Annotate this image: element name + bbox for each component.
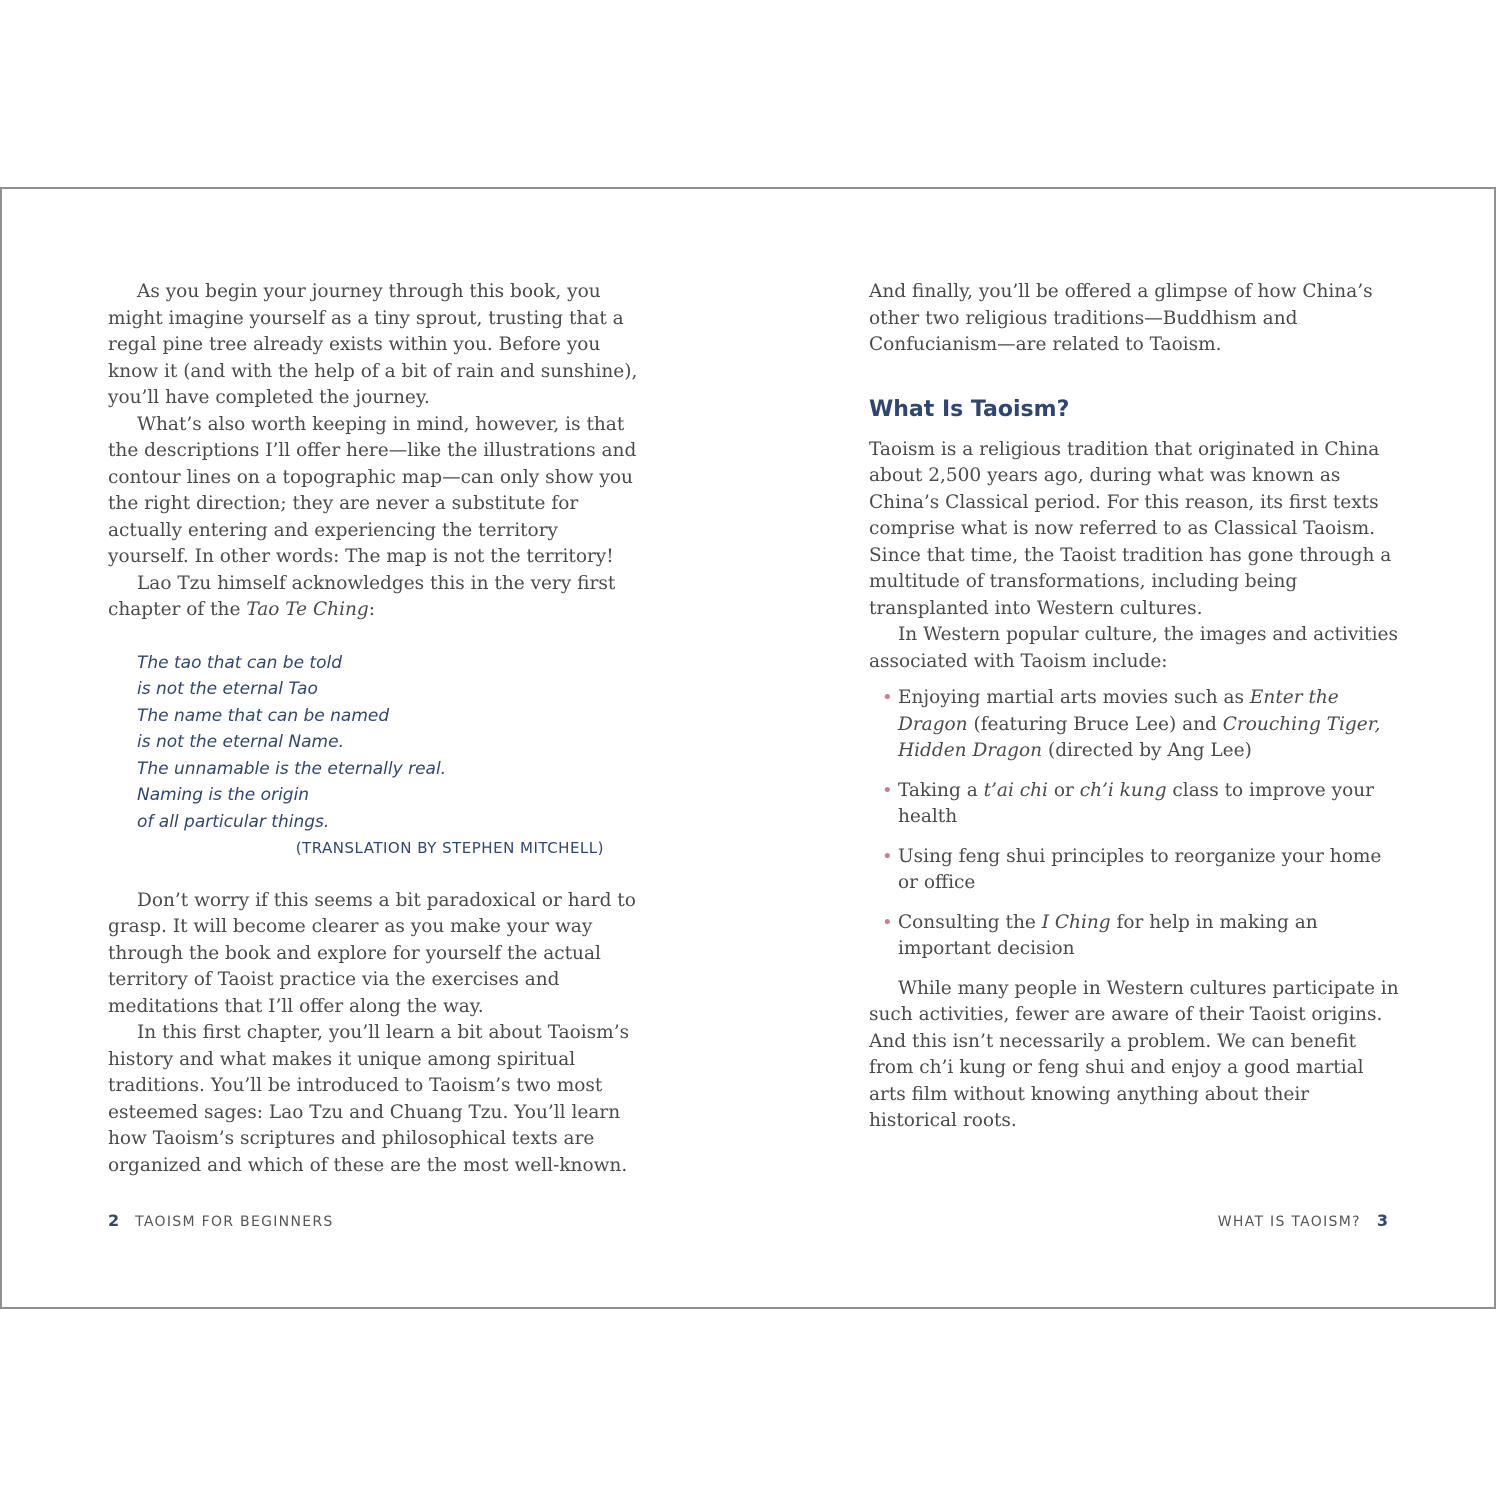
- left-page-body: [108, 279, 638, 1179]
- right-footer: [1218, 1211, 1388, 1230]
- list-item: [869, 685, 1399, 765]
- book-spread: [0, 187, 1496, 1309]
- quote-line: of all particular things.: [137, 811, 330, 832]
- practice-term: t’ai chi: [983, 779, 1048, 801]
- paragraph: Don’t worry if this seems a bit paradoxical or hard to grasp. It will become clearer as you make your way through the book and explore for yourself the actual territory of Taoist practice via the exercises and meditations that I’ll offer along the way.: [108, 889, 636, 1017]
- list-item-text: class to improve your health: [898, 779, 1374, 827]
- list-item-text: Enjoying martial arts movies such as: [898, 687, 1250, 708]
- quote-line: The name that can be named: [137, 705, 390, 726]
- practice-term: ch’i kung: [1079, 779, 1167, 801]
- quote-line: The unnamable is the eternally real.: [137, 758, 447, 779]
- running-title: TAOISM FOR BEGINNERS: [135, 1214, 334, 1230]
- left-page: [108, 189, 638, 1307]
- bullet-icon: •: [882, 779, 893, 801]
- paragraph-text: Lao Tzu himself acknowledges this in the very first chapter of the: [108, 572, 616, 620]
- paragraph: While many people in Western cultures participate in such activities, fewer are aware of their Taoist origins. And this isn’t necessarily a problem. We can benefit from ch’i kung or feng shui and enjoy a good martial arts film without knowing anything about their historical roots.: [869, 977, 1399, 1131]
- paragraph: And finally, you’ll be offered a glimpse of how China’s other two religious traditions—Buddhism and Confucianism—are related to Taoism.: [869, 281, 1373, 355]
- left-footer: [108, 1211, 334, 1230]
- list-item-text: or: [1047, 779, 1080, 801]
- block-quote: [137, 650, 638, 862]
- section-heading: What Is Taoism?: [869, 396, 1070, 422]
- right-page: [869, 189, 1399, 1307]
- quote-line: is not the eternal Tao: [137, 679, 318, 699]
- punctuation: :: [368, 599, 375, 620]
- paragraph: In Western popular culture, the images and activities associated with Taoism include:: [869, 624, 1398, 672]
- list-item-text: Taking a: [898, 779, 984, 801]
- book-title: I Ching: [1041, 911, 1111, 933]
- list-item: [869, 844, 1399, 897]
- movie-title: Enter the Dragon: [898, 687, 1339, 735]
- list-item: [869, 910, 1399, 963]
- quote-credit: (TRANSLATION BY STEPHEN MITCHELL): [295, 839, 604, 857]
- list-item: [869, 778, 1399, 831]
- bullet-icon: •: [882, 687, 893, 708]
- paragraph: Taoism is a religious tradition that originated in China about 2,500 years ago, during what was known as China’s Classical period. For this reason, its first texts comprise what is now referred to as Classical Taoism. Since that time, the Taoist tradition has gone through a multitude of transformations, including being transplanted into Western cultures.: [869, 438, 1392, 619]
- list-item-text: (featuring Bruce Lee) and: [967, 713, 1223, 735]
- running-title: WHAT IS TAOISM?: [1217, 1214, 1361, 1230]
- right-page-body: [869, 279, 1399, 1135]
- list-item-text: (directed by Ang Lee): [1042, 740, 1252, 761]
- paragraph: As you begin your journey through this book, you might imagine yourself as a tiny sprout, trusting that a regal pine tree already exists within you. Before you know it (and with the help of a bit of rain and sunshine), you’ll have completed the journey.: [108, 281, 638, 408]
- list-item-text: Consulting the: [898, 911, 1042, 933]
- bullet-icon: •: [882, 845, 893, 867]
- page-number: 2: [108, 1211, 120, 1230]
- paragraph: In this first chapter, you’ll learn a bit about Taoism’s history and what makes it unique among spiritual traditions. You’ll be introduced to Taoism’s two most esteemed sages: Lao Tzu and Chuang Tzu. You’ll learn how Taoism’s scriptures and philosophical texts are organized and which of these are the most well-known.: [108, 1022, 630, 1176]
- movie-title: Crouching Tiger, Hidden Dragon: [898, 713, 1381, 761]
- list-item-text: Using feng shui principles to reorganize your home or office: [898, 845, 1382, 893]
- quote-line: The tao that can be told: [137, 652, 343, 673]
- paragraph: What’s also worth keeping in mind, however, is that the descriptions I’ll offer here—like the illustrations and contour lines on a topographic map—can only show you the right direction; they are never a substitute for actually entering and experiencing the territory yourself. In other words: The map is not the territory!: [108, 413, 637, 567]
- page-number: 3: [1376, 1211, 1388, 1230]
- bullet-icon: •: [882, 911, 893, 933]
- quote-line: Naming is the origin: [137, 785, 310, 805]
- book-title: Tao Te Ching: [246, 599, 369, 620]
- list-item-text: for help in making an important decision: [898, 911, 1318, 959]
- bullet-list: [869, 685, 1399, 963]
- quote-line: is not the eternal Name.: [137, 732, 344, 752]
- paragraph: [108, 571, 638, 624]
